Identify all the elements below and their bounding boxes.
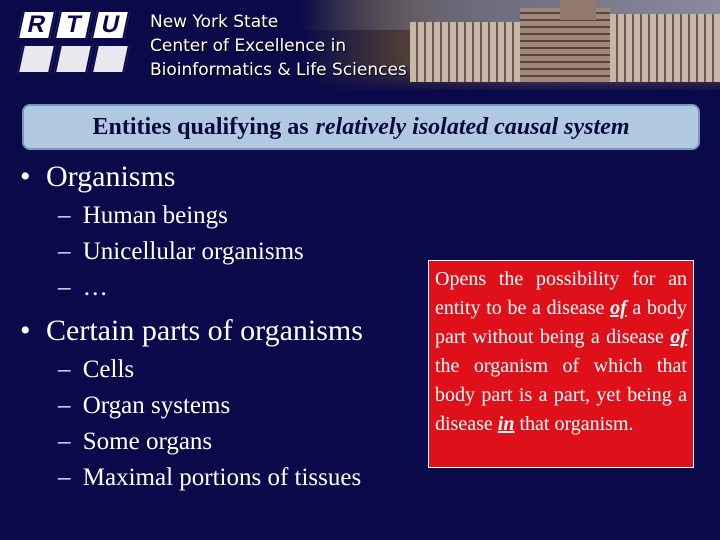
dash-icon: – xyxy=(58,238,71,265)
building-image xyxy=(560,0,596,20)
callout-emphasis: of xyxy=(610,297,627,319)
logo-letter: R xyxy=(17,10,56,40)
sub-bullet-label: Human beings xyxy=(82,202,228,229)
logo-tile xyxy=(91,44,130,74)
institution-line: Center of Excellence in xyxy=(150,36,347,56)
logo-letter: T xyxy=(54,10,93,40)
bullet-icon: • xyxy=(20,160,31,193)
dash-icon: – xyxy=(58,356,71,383)
sub-bullet-item xyxy=(58,464,361,492)
sub-bullet-label: Unicellular organisms xyxy=(82,238,304,265)
sub-bullet-item xyxy=(58,238,304,266)
sub-bullet-label: Organ systems xyxy=(82,392,231,419)
callout-text: a body part without being a disease xyxy=(435,297,687,348)
building-image xyxy=(610,14,720,82)
bullet-label: Certain parts of organisms xyxy=(46,314,363,347)
title-prefix: Entities qualifying as xyxy=(92,113,309,140)
institution-line: Bioinformatics & Life Sciences xyxy=(150,60,407,80)
dash-icon: – xyxy=(58,464,71,491)
sub-bullet-label: Cells xyxy=(82,356,135,383)
bullet-label: Organisms xyxy=(46,160,176,193)
callout-emphasis: of xyxy=(670,326,687,348)
sub-bullet-label: Some organs xyxy=(82,428,213,455)
building-image xyxy=(410,22,520,82)
slide-title xyxy=(22,104,700,150)
callout-text: Opens the possibility for an entity to be a disease xyxy=(435,268,687,319)
sub-bullet-item xyxy=(58,202,228,230)
sub-bullet-label: Maximal portions of tissues xyxy=(82,464,362,491)
callout-box xyxy=(428,260,694,468)
callout-emphasis: in xyxy=(497,413,515,435)
sub-bullet-item xyxy=(58,392,230,420)
sub-bullet-item xyxy=(58,356,134,384)
bullet-item xyxy=(20,314,363,348)
callout-text: that organism. xyxy=(514,413,634,435)
dash-icon: – xyxy=(58,274,71,301)
institution-line: New York State xyxy=(150,12,279,32)
callout-text: the organism of which that body part is a part, yet being a disease xyxy=(435,355,687,435)
dash-icon: – xyxy=(58,202,71,229)
sub-bullet-item xyxy=(58,274,108,302)
logo-tile xyxy=(17,44,56,74)
institution-name xyxy=(150,10,407,82)
sub-bullet-item xyxy=(58,428,212,456)
sub-bullet-label: … xyxy=(82,274,108,301)
bullet-item xyxy=(20,160,175,194)
logo-letter: U xyxy=(91,10,130,40)
logo-tile xyxy=(54,44,93,74)
bullet-icon: • xyxy=(20,314,31,347)
dash-icon: – xyxy=(58,428,71,455)
dash-icon: – xyxy=(58,392,71,419)
title-emphasis: relatively isolated causal system xyxy=(315,113,630,140)
rtu-logo xyxy=(20,10,132,78)
header-banner xyxy=(0,0,720,90)
